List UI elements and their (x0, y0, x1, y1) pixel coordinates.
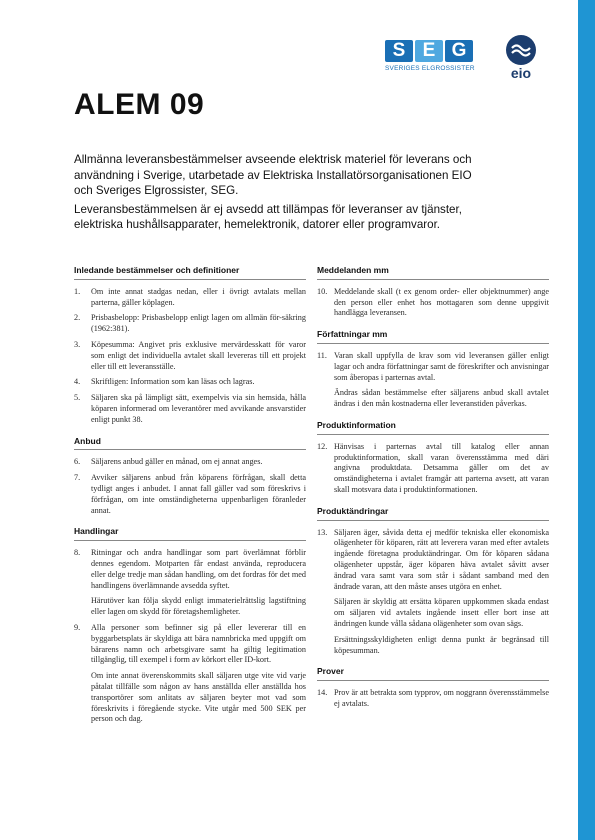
section (74, 265, 306, 426)
clause-number: 12. (317, 441, 328, 451)
section-heading: Meddelanden mm (317, 265, 549, 280)
clause-item (74, 340, 306, 372)
clause-paragraph: Köpesumma: Angivet pris exklusive mervärdesskatt för varor som enligt det individuella avtalet skall levereras till ett projekt eller till ett leveransställe. (91, 339, 306, 371)
clause-item (74, 457, 306, 468)
clause-item (74, 548, 306, 618)
clause-paragraph: Ritningar och andra handlingar som part överlämnat förblir dennes egendom. Motparten får endast använda, reproducera eller delge tredje man sådan handling, om det fordras för det med handlingens överlämnande avsedda syftet. (91, 548, 306, 590)
clause-item (74, 473, 306, 516)
section-heading: Prover (317, 666, 549, 681)
document-title: ALEM 09 (74, 88, 205, 121)
clause-item (74, 287, 306, 309)
clause-text (334, 442, 549, 496)
section-heading: Inledande bestämmelser och definitioner (74, 265, 306, 280)
clause-item (317, 287, 549, 319)
seg-letter-e: E (415, 40, 443, 62)
clause-paragraph: Om inte annat överenskommits skall säljaren utge vite vid varje påtalat tillfälle som någon av hans anställda eller anställda hos transportörer som anlitats av säljaren beyter mot vad som föreskrivits i föregående stycke. Vite utgår med 500 SEK per person och dag. (91, 671, 306, 724)
section-heading: Författningar mm (317, 329, 549, 344)
clause-item (74, 623, 306, 725)
clause-number: 1. (74, 286, 81, 296)
clause-number: 2. (74, 313, 81, 323)
clause-number: 13. (317, 527, 328, 537)
intro-text (74, 152, 479, 236)
clause-paragraph: Ändras sådan bestämmelse efter säljarens anbud skall avtalet ändras i den mån kostnaderna eller leveranstiden påverkas. (334, 388, 549, 409)
clause-number: 5. (74, 393, 81, 403)
clause-paragraph: Meddelande skall (t ex genom order- eller objektnummer) ange den person eller enhet hos mottagaren som denne uppgivit handlägga leveransen. (334, 286, 549, 318)
clause-text (91, 287, 306, 309)
section (317, 666, 549, 709)
clause-item (317, 688, 549, 710)
clause-number: 14. (317, 688, 328, 698)
section-heading: Produktinformation (317, 420, 549, 435)
clause-paragraph: Prov är att betrakta som typprov, om noggrann överensstämmelse ej avtalats. (334, 688, 549, 708)
seg-logo (385, 40, 481, 72)
clause-number: 6. (74, 457, 81, 467)
eio-logo-text: eio (510, 65, 532, 81)
eio-logo-emblem (506, 35, 536, 65)
clause-item (317, 528, 549, 657)
clause-item (74, 393, 306, 425)
clause-paragraph: Säljarens anbud gäller en månad, om ej annat anges. (91, 457, 263, 467)
section (317, 329, 549, 410)
seg-logo-subtitle: SVERIGES ELGROSSISTER (385, 65, 475, 72)
clause-paragraph: Hänvisas i parternas avtal till katalog eller annan produktinformation, skall varan överensstämma med däri angivna produktdata. Detsamma gäller om det av omständigheterna i avtalet framgår att parterna avsett, att varan skall motsvara data i produktinformationen. (334, 441, 549, 494)
seg-letter-s: S (385, 40, 413, 62)
clause-text (334, 351, 549, 410)
clause-paragraph: Härutöver kan följa skydd enligt immaterielrättslig lagstiftning eller lagen om skydd för företagshemligheter. (91, 596, 306, 617)
clause-number: 7. (74, 473, 81, 483)
clause-text (91, 340, 306, 372)
clause-paragraph: Säljaren är skyldig att ersätta köparen uppkommen skada endast om säljaren vid avtalets ingående insett eller bort inse att ändringen kunde vålla sådana olägenheter som ovan sägs. (334, 597, 549, 628)
right-column (317, 265, 549, 720)
clause-text (91, 313, 306, 335)
clause-paragraph: Prisbasbelopp: Prisbasbelopp enligt lagen om allmän för-säkring (1962:381). (91, 313, 306, 334)
clause-number: 11. (317, 350, 327, 360)
clause-paragraph: Ersättningsskyldigheten enligt denna punkt är begränsad till köpesumman. (334, 634, 549, 655)
clause-text (91, 623, 306, 725)
section (317, 265, 549, 319)
clause-paragraph: Skriftligen: Information som kan läsas och lagras. (91, 377, 255, 387)
clause-paragraph: Varan skall uppfylla de krav som vid leveransen gäller enligt lagar och andra författningar samt de föreskrifter och anvisningar som åberopas i parternas avtal. (334, 350, 549, 382)
seg-logo-letters (385, 40, 481, 62)
section (317, 506, 549, 657)
section-heading: Anbud (74, 436, 306, 451)
clause-paragraph: Avviker säljarens anbud från köparens förfrågan, skall detta tydligt anges i anbudet. I annat fall gäller vad som föreskrivs i förfrågan, om inte omständigheterna uppenbarligen föranleder annat. (91, 473, 306, 515)
clause-paragraph: Säljaren äger, såvida detta ej medför tekniska eller ekonomiska olägenheter för köparen, rätt att leverera varan med efter avtalets ingående företagna produktändringar. Om för köparen sådana olägenheter uppstår, äger köparen häva avtalet såvitt avser ändrad vara samt vara som står i sådant samband med den ändrade varan, att den måste anses utgöra en enhet. (334, 527, 549, 591)
clause-item (317, 351, 549, 410)
eio-wave-icon (506, 35, 536, 65)
clause-number: 8. (74, 548, 81, 558)
section-heading: Handlingar (74, 526, 306, 541)
clause-text (334, 528, 549, 657)
section (317, 420, 549, 496)
clause-text (91, 548, 306, 618)
side-accent-stripe (578, 0, 595, 840)
eio-logo (503, 35, 539, 80)
clause-text (334, 688, 549, 710)
left-column (74, 265, 306, 735)
clause-item (317, 442, 549, 496)
clause-paragraph: Alla personer som befinner sig på eller levererar till en byggarbetsplats är skyldiga att bära namnbricka med uppgift om bärarens namn och arbetsgivare samt ha giltig legitimation tillgänglig, till exempel i form av körkort eller ID-kort. (91, 622, 306, 665)
seg-letter-g: G (445, 40, 473, 62)
clause-text (334, 287, 549, 319)
section (74, 436, 306, 517)
clause-number: 9. (74, 622, 81, 632)
intro-paragraph: Leveransbestämmelsen är ej avsedd att tillämpas för leveranser av tjänster, elektriska hushållsapparater, hemelektronik, datorer eller programvaror. (74, 202, 462, 231)
intro-paragraph: Allmänna leveransbestämmelser avseende elektrisk materiel för leverans och användning i Sverige, utarbetade av Elektriska Installatörsorganisationen EIO och Sveriges Elgrossister, SEG. (74, 153, 472, 197)
clause-paragraph: Säljaren ska på lämpligt sätt, exempelvis via sin hemsida, hålla köparen informerad om leverantörer med avvikande ansvarstider enligt punkt 38. (91, 393, 306, 424)
clause-item (74, 313, 306, 335)
clause-text (91, 393, 306, 425)
clause-number: 10. (317, 286, 328, 296)
clause-text (91, 377, 306, 388)
clause-number: 4. (74, 377, 81, 387)
section (74, 526, 306, 725)
clause-text (91, 457, 306, 468)
clause-number: 3. (74, 339, 81, 349)
clause-text (91, 473, 306, 516)
section-heading: Produktändringar (317, 506, 549, 521)
clause-item (74, 377, 306, 388)
clause-paragraph: Om inte annat stadgas nedan, eller i övrigt avtalats mellan parterna, gäller köplagen. (91, 286, 306, 307)
